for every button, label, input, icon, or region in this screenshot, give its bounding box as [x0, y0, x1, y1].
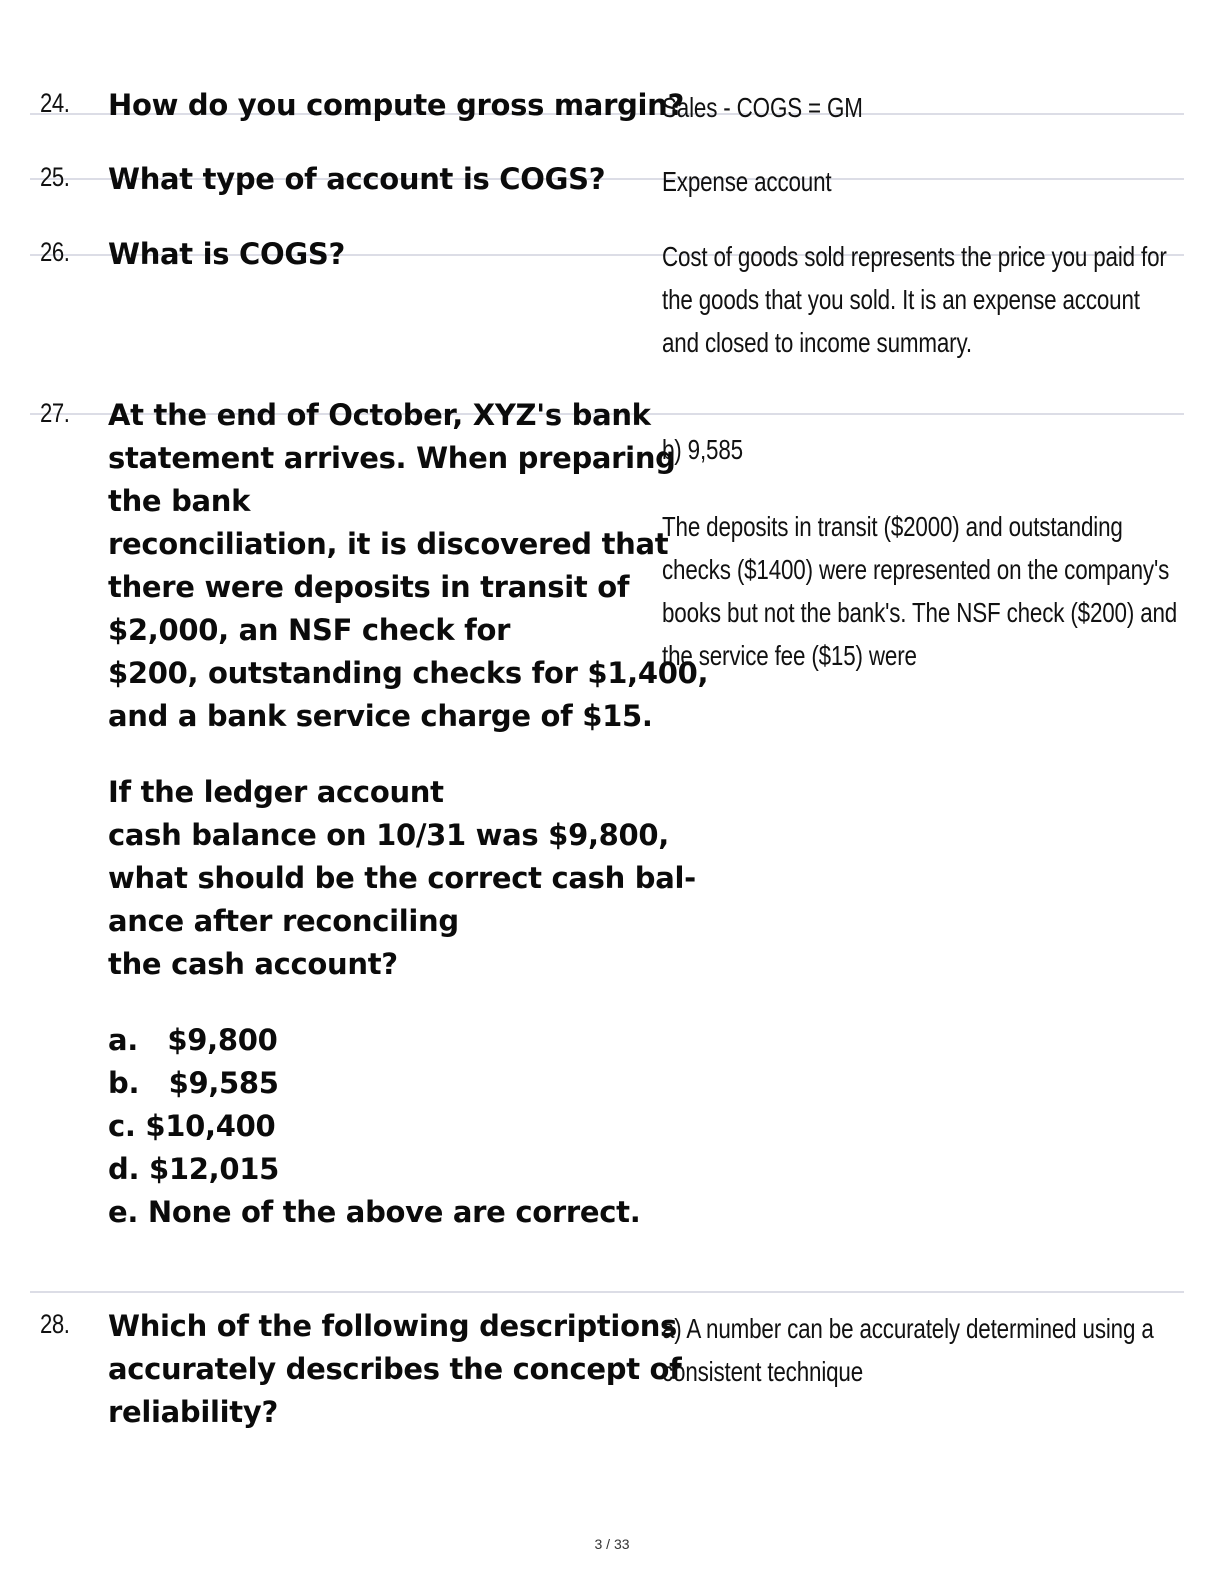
answer-line: the goods that you sold. It is an expense account: [662, 284, 1140, 315]
question-text: [108, 1305, 682, 1434]
answer-short: b) 9,585: [662, 434, 743, 465]
answer-line: Sales - COGS = GM: [662, 92, 863, 123]
question-line: the bank: [108, 484, 251, 518]
answer-text: [662, 160, 1182, 203]
question-number: 27.: [40, 398, 70, 428]
question-line: cash balance on 10/31 was $9,800,: [108, 818, 670, 852]
question-line: what should be the correct cash bal-: [108, 861, 696, 895]
answer-line: Expense account: [662, 166, 832, 197]
answer-option: d. $12,015: [108, 1152, 279, 1186]
answer-text: [662, 235, 1182, 364]
answer-line: consistent technique: [662, 1356, 864, 1387]
question-text: [108, 233, 668, 276]
question-line: $2,000, an NSF check for: [108, 613, 511, 647]
answer-line: and closed to income summary.: [662, 327, 972, 358]
answer-line: The deposits in transit ($2000) and outstanding: [662, 511, 1123, 542]
question-line: accurately describes the concept of: [108, 1352, 682, 1386]
question-line: If the ledger account: [108, 775, 444, 809]
question-line: reliability?: [108, 1395, 278, 1429]
question-line: What is COGS?: [108, 237, 346, 271]
question-line: statement arrives. When preparing: [108, 441, 676, 475]
question-line: $200, outstanding checks for $1,400,: [108, 656, 709, 690]
answer-text: [662, 1307, 1182, 1393]
question-line: and a bank service charge of $15.: [108, 699, 653, 733]
question-line: ance after reconciling: [108, 904, 459, 938]
question-number: 25.: [40, 162, 70, 192]
answer-text: [662, 86, 1182, 129]
answer-option: e. None of the above are correct.: [108, 1195, 641, 1229]
answer-line: books but not the bank's. The NSF check ($200) and: [662, 597, 1178, 628]
answer-text: [662, 428, 1182, 677]
question-number: 28.: [40, 1309, 70, 1339]
answer-line: checks ($1400) were represented on the company's: [662, 554, 1170, 585]
answer-option: a. $9,800: [108, 1023, 278, 1057]
question-text: [108, 84, 708, 127]
question-number: 24.: [40, 88, 70, 118]
question-number: 26.: [40, 237, 70, 267]
answer-option: c. $10,400: [108, 1109, 276, 1143]
question-text: [108, 394, 709, 1234]
question-line: there were deposits in transit of: [108, 570, 630, 604]
question-line: At the end of October, XYZ's bank: [108, 398, 651, 432]
question-line: What type of account is COGS?: [108, 162, 606, 196]
page-number: 3 / 33: [594, 1536, 630, 1552]
question-line: reconciliation, it is discovered that: [108, 527, 669, 561]
question-line: the cash account?: [108, 947, 398, 981]
answer-line: a) A number can be accurately determined using a: [662, 1313, 1154, 1344]
question-line: How do you compute gross margin?: [108, 88, 685, 122]
question-line: Which of the following descriptions: [108, 1309, 678, 1343]
answer-line: Cost of goods sold represents the price you paid for: [662, 241, 1167, 272]
answer-option: b. $9,585: [108, 1066, 279, 1100]
question-text: [108, 158, 668, 201]
row-divider: [30, 1291, 1184, 1293]
answer-line: the service fee ($15) were: [662, 640, 917, 671]
